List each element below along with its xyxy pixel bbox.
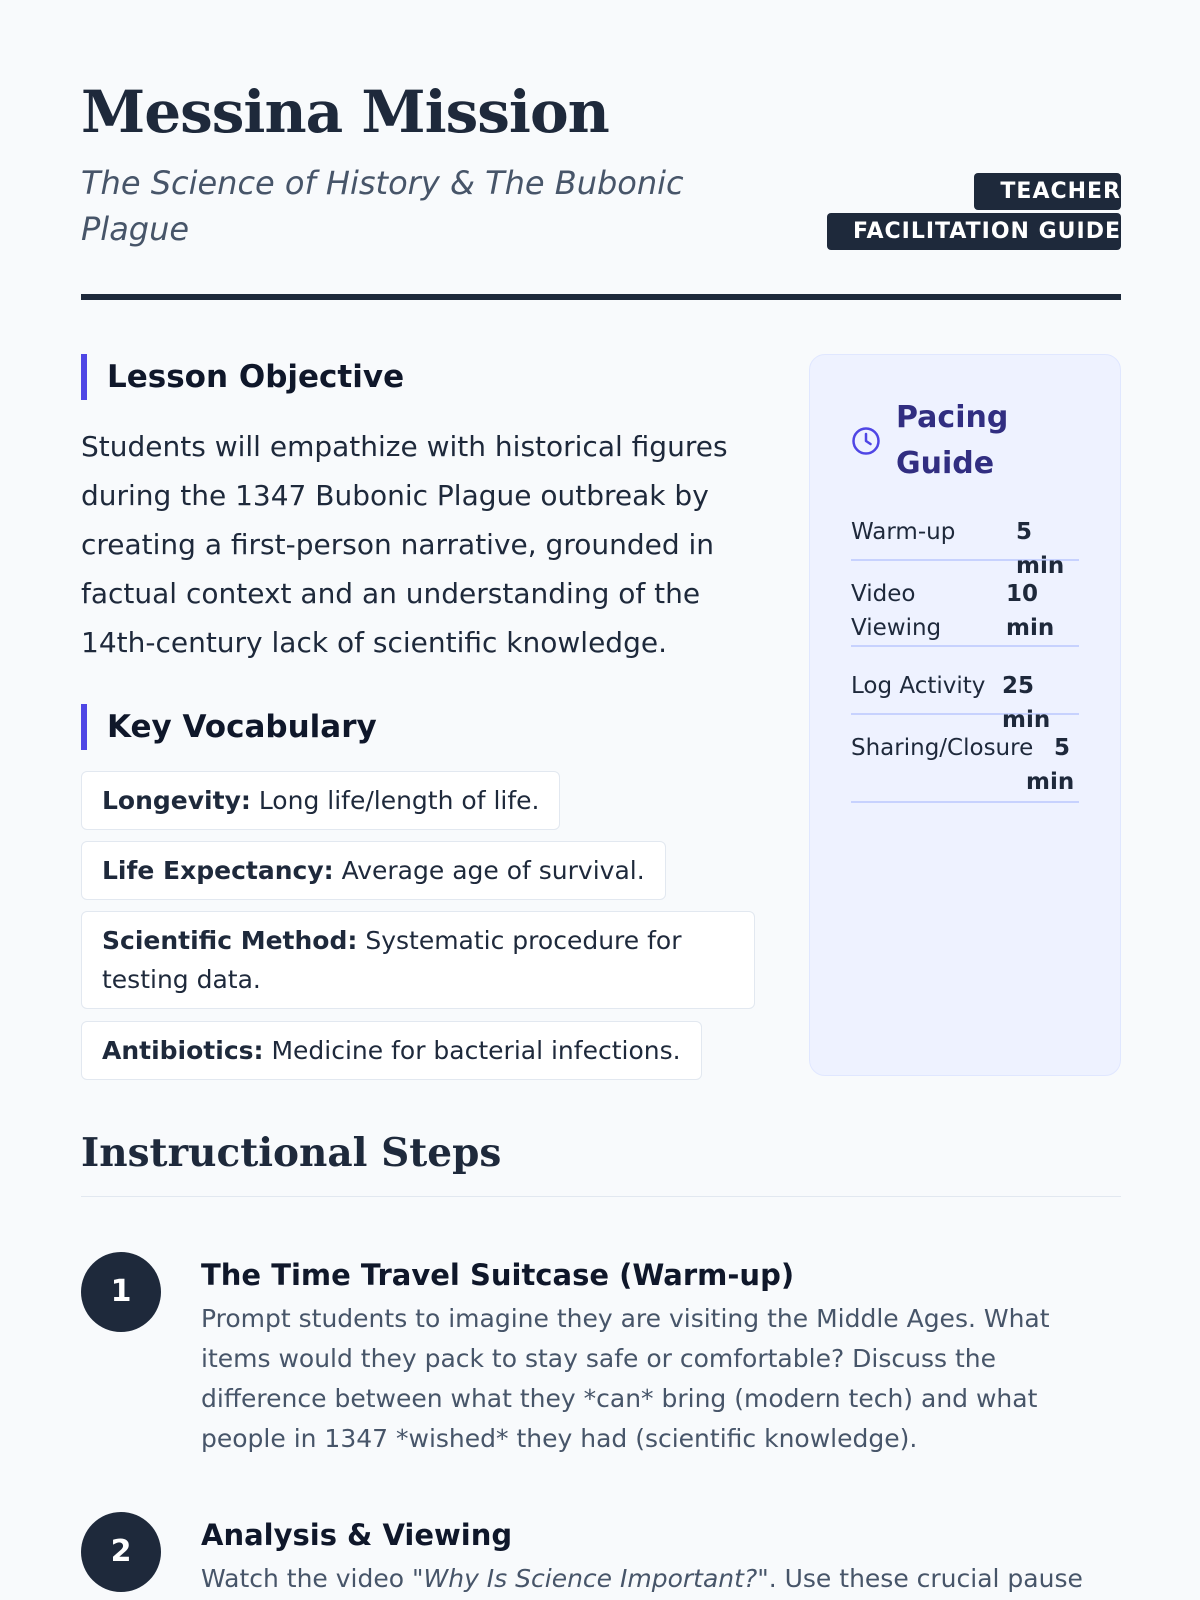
objective-text: Students will empathize with historical figures during the 1347 Bubonic Plague outbreak by creating a first-person narrative, grounded in factual context and an understanding of the 14th-century lack of scientific knowledge.: [81, 430, 728, 659]
step-description-text: . Use these crucial pause: [768, 1564, 1083, 1593]
pacing-guide-header: [851, 395, 1091, 487]
step-description-text: Watch the video: [201, 1564, 412, 1593]
vocab-item-life-expectancy: [81, 841, 666, 900]
vocab-definition: Systematic procedure for testing data.: [102, 926, 682, 994]
step-description-1: Prompt students to imagine they are visiting the Middle Ages. What items would they pack to stay safe or comfortable? Discuss the difference between what they *can* bring (modern tech) and what people in 1347 *wished* they had (scientific knowledge).: [201, 1304, 1050, 1453]
pacing-row-log-activity: [851, 669, 1079, 733]
page-title: Messina Mission: [81, 78, 609, 146]
vocab-item-scientific-method: [81, 911, 755, 1009]
pacing-time: 5 min: [1016, 519, 1065, 579]
steps-divider: [81, 1196, 1121, 1197]
video-title: "Why Is Science Important?": [412, 1564, 769, 1593]
pacing-time: 5 min: [1026, 735, 1075, 795]
pacing-row-sharing: [851, 731, 1079, 803]
steps-heading: Instructional Steps: [81, 1130, 502, 1176]
step-title-2: Analysis & Viewing: [201, 1518, 513, 1552]
pacing-row-warm-up: [851, 515, 1079, 579]
vocab-item-antibiotics: [81, 1021, 702, 1080]
vocab-term: Life Expectancy:: [102, 856, 334, 885]
step-number-1: 1: [81, 1252, 161, 1332]
pacing-row-video: [851, 577, 1079, 647]
page-subtitle: The Science of History & The Bubonic Plague: [81, 164, 684, 248]
clock-icon: [851, 426, 881, 456]
pacing-time: 25 min: [1002, 673, 1051, 733]
pacing-activity: Log Activity: [851, 673, 986, 699]
pacing-activity: Sharing/Closure: [851, 735, 1034, 761]
header-divider: [81, 294, 1121, 300]
vocab-definition: Average age of survival.: [333, 856, 645, 885]
vocab-term: Longevity:: [102, 786, 251, 815]
guide-badge-container: [791, 172, 1121, 252]
vocab-term: Scientific Method:: [102, 926, 358, 955]
pacing-guide-title: Pacing Guide: [896, 400, 1009, 481]
vocab-term: Antibiotics:: [102, 1036, 264, 1065]
objective-heading: Lesson Objective: [81, 354, 404, 400]
vocab-definition: Medicine for bacterial infections.: [263, 1036, 681, 1065]
step-description-2: [201, 1559, 1121, 1599]
pacing-time: 10 min: [1006, 581, 1055, 641]
step-title-1: The Time Travel Suitcase (Warm-up): [201, 1258, 795, 1292]
vocab-item-longevity: [81, 771, 560, 830]
pacing-activity: Warm-up: [851, 519, 956, 545]
vocabulary-heading: Key Vocabulary: [81, 704, 377, 750]
pacing-guide-card: [809, 354, 1121, 1076]
vocab-definition: Long life/length of life.: [250, 786, 540, 815]
teacher-guide-badge: TEACHER FACILITATION GUIDE: [827, 173, 1121, 250]
pacing-activity: Video Viewing: [851, 581, 942, 641]
step-number-2: 2: [81, 1512, 161, 1592]
